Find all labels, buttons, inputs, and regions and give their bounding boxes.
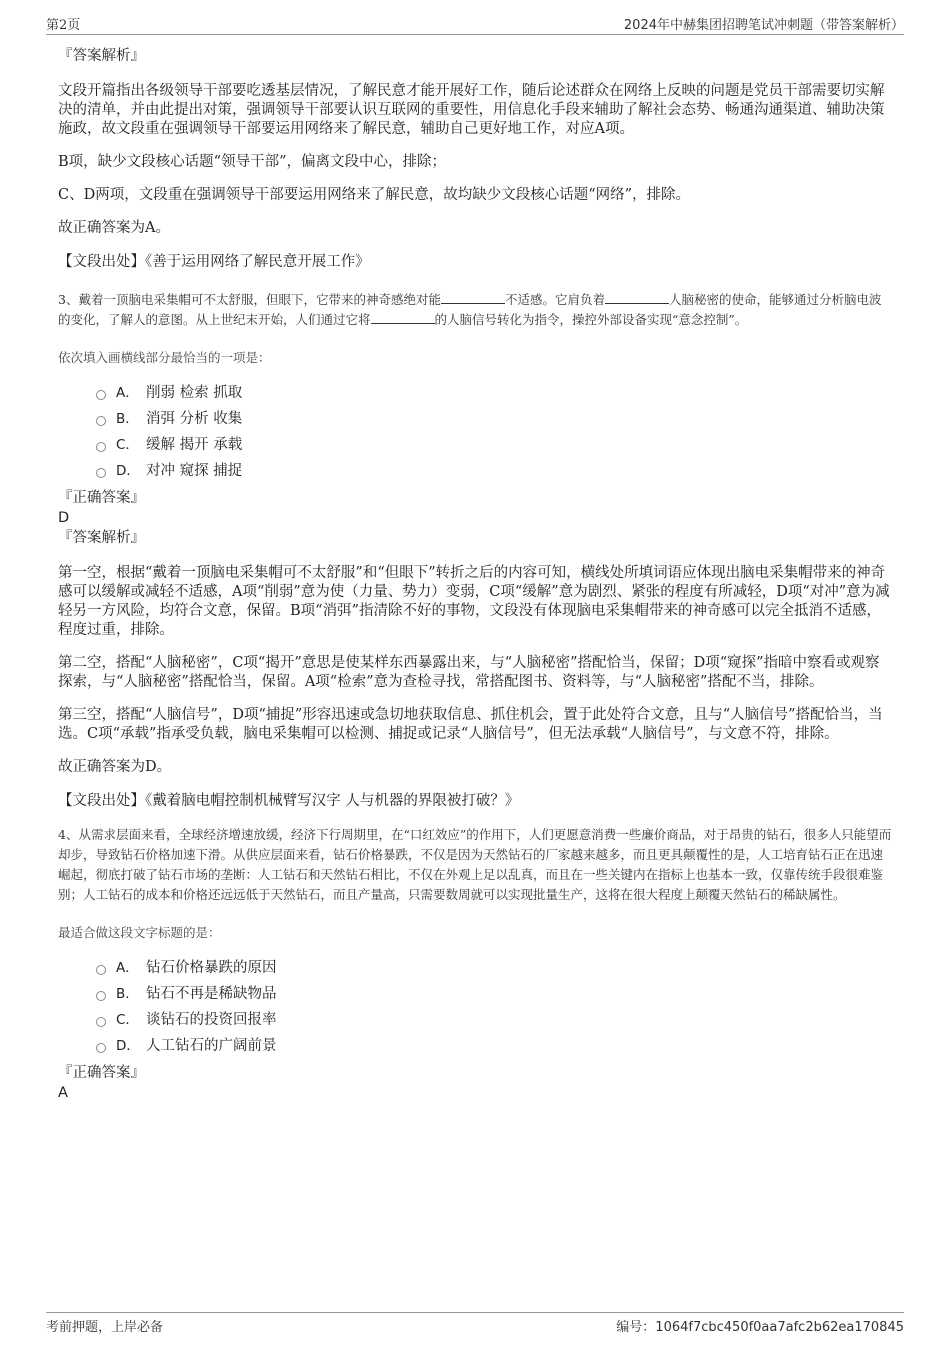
page-number: 第2页 [46, 18, 81, 33]
question-stem: 4、从需求层面来看，全球经济增速放缓，经济下行周期里，在“口红效应”的作用下，人们更愿意消费一些廉价商品，对于昂贵的钻石，很多人只能望而却步，导致钻石价格加速下滑。从供应层面来看，钻石价格暴跌，不仅是因为天然钻石的厂家越来越多，而且更具颠覆性的是，人工培育钻石正在迅速崛起，彻底打破了钻石市场的垄断：人工钻石和天然钻石相比，不仅在外观上足以乱真，而且在一些关键内在指标上也基本一致，仅靠传统手段很难鉴别；人工钻石的成本和价格还远远低于天然钻石，而且产量高，只需要数周就可以实现批量生产，这将在很大程度上颠覆天然钻石的稀缺属性。 [58, 827, 892, 902]
question-prompt: 最适合做这段文字标题的是： [58, 925, 221, 940]
analysis-paragraph: 文段开篇指出各级领导干部要吃透基层情况，了解民意才能开展好工作，随后论述群众在网络上反映的问题是党员干部需要切实解决的清单，并由此提出对策，强调领导干部要认识互联网的重要性，用信息化手段来辅助了解社会态势、畅通沟通渠道、辅助决策施政，故文段重在强调领导干部要运用网络来了解民意，辅助自己更好地工作，对应A项。 [58, 83, 885, 137]
answer-analysis-tag: 『答案解析』 [58, 530, 145, 546]
radio-icon[interactable] [96, 1017, 106, 1027]
passage-source: 【文段出处】《戴着脑电帽控制机械臂写汉字 人与机器的界限被打破？》 [58, 793, 520, 809]
correct-answer: A [58, 1085, 68, 1101]
option-a[interactable]: A． 钻石价格暴跌的原因 [96, 955, 892, 981]
radio-icon[interactable] [96, 442, 106, 452]
analysis-conclusion: 故正确答案为D。 [58, 759, 172, 775]
correct-answer-tag: 『正确答案』 [58, 490, 145, 506]
answer-analysis-tag: 『答案解析』 [58, 48, 145, 64]
fill-blank [441, 291, 505, 304]
correct-answer: D [58, 510, 70, 526]
question-prompt: 依次填入画横线部分最恰当的一项是： [58, 350, 271, 365]
option-c[interactable]: C． 缓解 揭开 承载 [96, 432, 892, 458]
document-title: 2024年中赫集团招聘笔试冲刺题（带答案解析） [623, 18, 904, 33]
analysis-paragraph: 第三空，搭配“人脑信号”，D项“捕捉”形容迅速或急切地获取信息、抓住机会，置于此处符合文意，且与“人脑信号”搭配恰当，当选。C项“承载”指承受负载，脑电采集帽可以检测、捕捉或记录“人脑信号”，但无法承载“人脑信号”，与文意不符，排除。 [58, 707, 883, 742]
document-id: 编号：1064f7cbc450f0aa7afc2b62ea170845 [616, 1320, 904, 1335]
footer-slogan: 考前押题，上岸必备 [46, 1320, 164, 1335]
analysis-conclusion: 故正确答案为A。 [58, 220, 170, 236]
analysis-paragraph: B项，缺少文段核心话题“领导干部”，偏离文段中心，排除； [58, 154, 446, 170]
radio-icon[interactable] [96, 991, 106, 1001]
analysis-paragraph: C、D两项，文段重在强调领导干部要运用网络来了解民意，故均缺少文段核心话题“网络”，排除。 [58, 187, 691, 203]
option-list [96, 955, 892, 1059]
page-footer [46, 1312, 904, 1335]
fill-blank [371, 311, 435, 324]
analysis-paragraph: 第一空，根据“戴着一顶脑电采集帽可不太舒服”和“但眼下”转折之后的内容可知，横线处所填词语应体现出脑电采集帽带来的神奇感可以缓解或减轻不适感，A项“削弱”意为使（力量、势力）变弱，C项“缓解”意为剧烈、紧张的程度有所减轻，D项“对冲”意为减轻另一方风险，均符合文意，保留。B项“消弭”指清除不好的事物，文段没有体现脑电采集帽带来的神奇感可以完全抵消不适感，程度过重，排除。 [58, 565, 890, 638]
passage-source: 【文段出处】《善于运用网络了解民意开展工作》 [58, 254, 370, 270]
option-d[interactable]: D． 人工钻石的广阔前景 [96, 1033, 892, 1059]
radio-icon[interactable] [96, 468, 106, 478]
page-content [58, 46, 892, 1103]
option-d[interactable]: D． 对冲 窥探 捕捉 [96, 458, 892, 484]
option-c[interactable]: C． 谈钻石的投资回报率 [96, 1007, 892, 1033]
fill-blank [605, 291, 669, 304]
correct-answer-tag: 『正确答案』 [58, 1065, 145, 1081]
analysis-paragraph: 第二空，搭配“人脑秘密”，C项“揭开”意思是使某样东西暴露出来，与“人脑秘密”搭配恰当，保留；D项“窥探”指暗中察看或观察探索，与“人脑秘密”搭配恰当，保留。A项“检索”意为查检寻找，常搭配图书、资料等，与“人脑秘密”搭配不当，排除。 [58, 655, 880, 690]
radio-icon[interactable] [96, 390, 106, 400]
radio-icon[interactable] [96, 416, 106, 426]
option-b[interactable]: B． 钻石不再是稀缺物品 [96, 981, 892, 1007]
radio-icon[interactable] [96, 965, 106, 975]
option-a[interactable]: A． 削弱 检索 抓取 [96, 380, 892, 406]
page-header [46, 14, 904, 35]
option-b[interactable]: B． 消弭 分析 收集 [96, 406, 892, 432]
option-list [96, 380, 892, 484]
question-stem: 3、戴着一顶脑电采集帽可不太舒服，但眼下，它带来的神奇感绝对能 不适感。它肩负着 人脑秘密的使命，能够通过分析脑电波的变化，了解人的意图。从上世纪末开始，人们通过它将 的人脑信号转化为指令，操控外部设备实现“意念控制”。 [58, 292, 882, 327]
radio-icon[interactable] [96, 1043, 106, 1053]
